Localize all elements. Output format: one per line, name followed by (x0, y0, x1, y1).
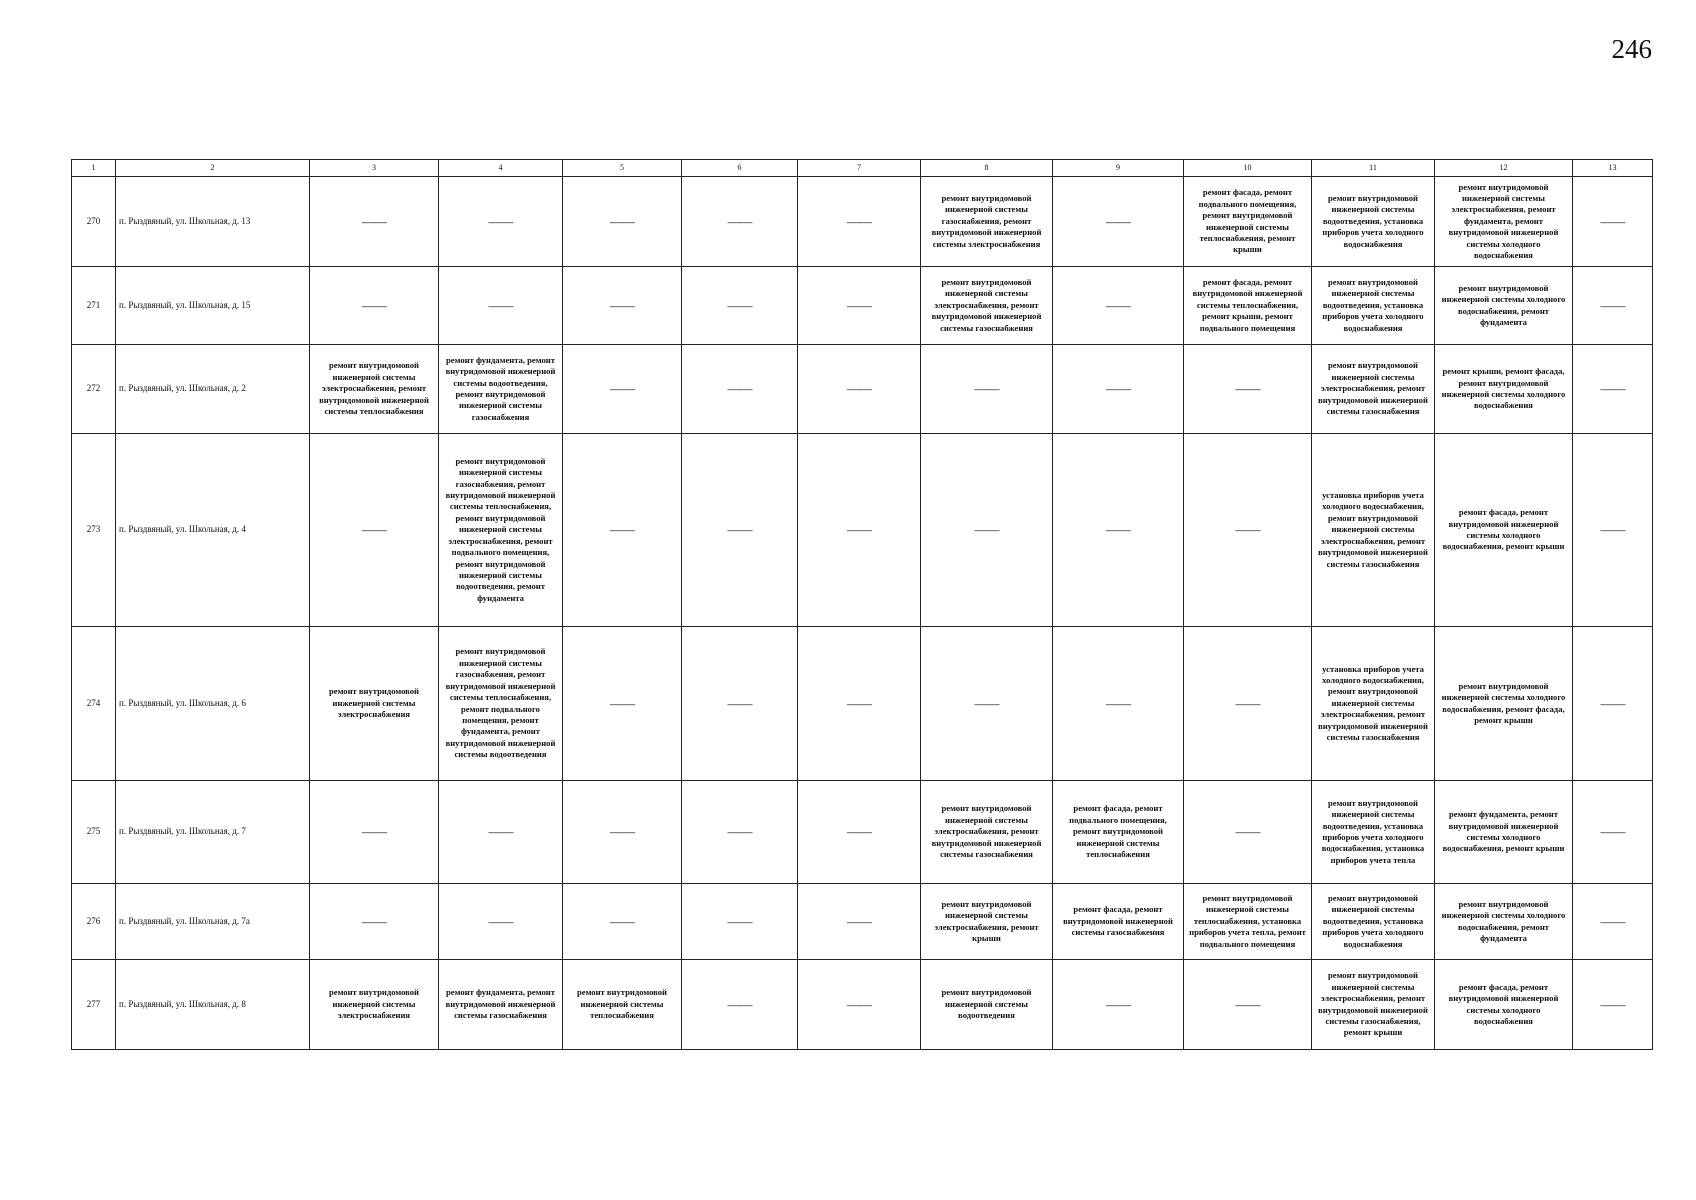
table-row (72, 177, 1653, 267)
column-header-5: 5 (563, 160, 682, 177)
address-cell: п. Рыздвяный, ул. Школьная, д. 15 (116, 267, 310, 345)
work-cell-col-7: —— (798, 627, 921, 781)
work-cell-col-11: ремонт внутридомовой инженерной системы электроснабжения, ремонт внутридомовой инженерной системы газоснабжения (1312, 345, 1435, 434)
row-number-cell: 272 (72, 345, 116, 434)
work-cell-col-12: ремонт внутридомовой инженерной системы холодного водоснабжения, ремонт фундамента (1435, 267, 1573, 345)
work-cell-col-5: —— (563, 267, 682, 345)
work-cell-col-8: ремонт внутридомовой инженерной системы электроснабжения, ремонт внутридомовой инженерной системы газоснабжения (921, 267, 1053, 345)
work-cell-col-8: —— (921, 627, 1053, 781)
work-cell-col-5: —— (563, 884, 682, 960)
table-row (72, 345, 1653, 434)
work-cell-col-6: —— (682, 434, 798, 627)
column-header-2: 2 (116, 160, 310, 177)
work-cell-col-9: ремонт фасада, ремонт подвального помещения, ремонт внутридомовой инженерной системы теплоснабжения (1053, 781, 1184, 884)
work-cell-col-11: ремонт внутридомовой инженерной системы электроснабжения, ремонт внутридомовой инженерной системы газоснабжения, ремонт крыши (1312, 960, 1435, 1050)
work-cell-col-4: —— (439, 884, 563, 960)
work-cell-col-10: ремонт внутридомовой инженерной системы теплоснабжения, установка приборов учета тепла, ремонт подвального помещения (1184, 884, 1312, 960)
work-cell-col-3: ремонт внутридомовой инженерной системы электроснабжения (310, 960, 439, 1050)
column-header-10: 10 (1184, 160, 1312, 177)
work-cell-col-12: ремонт внутридомовой инженерной системы холодного водоснабжения, ремонт фундамента (1435, 884, 1573, 960)
work-cell-col-9: —— (1053, 627, 1184, 781)
work-cell-col-8: —— (921, 434, 1053, 627)
work-cell-col-4: ремонт внутридомовой инженерной системы газоснабжения, ремонт внутридомовой инженерной системы теплоснабжения, ремонт подвального помещения, ремонт фундамента, ремонт внутридомовой инженерной системы водоотведения (439, 627, 563, 781)
work-cell-col-10: ремонт фасада, ремонт подвального помещения, ремонт внутридомовой инженерной системы теплоснабжения, ремонт крыши (1184, 177, 1312, 267)
work-cell-col-13: —— (1573, 781, 1653, 884)
work-cell-col-13: —— (1573, 345, 1653, 434)
work-cell-col-13: —— (1573, 960, 1653, 1050)
work-cell-col-7: —— (798, 267, 921, 345)
work-cell-col-5: —— (563, 345, 682, 434)
address-cell: п. Рыздвяный, ул. Школьная, д. 2 (116, 345, 310, 434)
work-cell-col-13: —— (1573, 627, 1653, 781)
work-cell-col-6: —— (682, 884, 798, 960)
work-cell-col-9: —— (1053, 345, 1184, 434)
work-cell-col-7: —— (798, 960, 921, 1050)
table-row (72, 884, 1653, 960)
work-cell-col-10: ремонт фасада, ремонт внутридомовой инженерной системы теплоснабжения, ремонт крыши, ремонт подвального помещения (1184, 267, 1312, 345)
work-cell-col-3: ремонт внутридомовой инженерной системы электроснабжения, ремонт внутридомовой инженерной системы теплоснабжения (310, 345, 439, 434)
work-cell-col-10: —— (1184, 960, 1312, 1050)
column-header-9: 9 (1053, 160, 1184, 177)
work-cell-col-11: ремонт внутридомовой инженерной системы водоотведения, установка приборов учета холодного водоснабжения (1312, 884, 1435, 960)
work-cell-col-10: —— (1184, 345, 1312, 434)
work-cell-col-7: —— (798, 781, 921, 884)
work-cell-col-8: ремонт внутридомовой инженерной системы электроснабжения, ремонт внутридомовой инженерной системы газоснабжения (921, 781, 1053, 884)
row-number-cell: 270 (72, 177, 116, 267)
table-row (72, 781, 1653, 884)
work-cell-col-10: —— (1184, 434, 1312, 627)
column-header-6: 6 (682, 160, 798, 177)
column-header-1: 1 (72, 160, 116, 177)
work-cell-col-5: —— (563, 177, 682, 267)
work-cell-col-6: —— (682, 267, 798, 345)
work-cell-col-12: ремонт внутридомовой инженерной системы холодного водоснабжения, ремонт фасада, ремонт крыши (1435, 627, 1573, 781)
work-cell-col-10: —— (1184, 627, 1312, 781)
work-cell-col-12: ремонт фасада, ремонт внутридомовой инженерной системы холодного водоснабжения (1435, 960, 1573, 1050)
work-cell-col-4: —— (439, 267, 563, 345)
work-cell-col-11: ремонт внутридомовой инженерной системы водоотведения, установка приборов учета холодного водоснабжения (1312, 267, 1435, 345)
table-row (72, 960, 1653, 1050)
work-cell-col-6: —— (682, 627, 798, 781)
column-number-row (72, 160, 1653, 177)
table-row (72, 267, 1653, 345)
work-cell-col-12: ремонт фундамента, ремонт внутридомовой инженерной системы холодного водоснабжения, ремонт крыши (1435, 781, 1573, 884)
work-cell-col-13: —— (1573, 267, 1653, 345)
work-cell-col-3: —— (310, 434, 439, 627)
work-cell-col-8: —— (921, 345, 1053, 434)
work-cell-col-9: —— (1053, 267, 1184, 345)
row-number-cell: 276 (72, 884, 116, 960)
work-cell-col-7: —— (798, 884, 921, 960)
work-cell-col-3: —— (310, 884, 439, 960)
work-cell-col-4: —— (439, 177, 563, 267)
column-header-12: 12 (1435, 160, 1573, 177)
column-header-4: 4 (439, 160, 563, 177)
work-cell-col-5: —— (563, 781, 682, 884)
column-header-13: 13 (1573, 160, 1653, 177)
work-cell-col-10: —— (1184, 781, 1312, 884)
address-cell: п. Рыздвяный, ул. Школьная, д. 8 (116, 960, 310, 1050)
work-cell-col-6: —— (682, 345, 798, 434)
row-number-cell: 273 (72, 434, 116, 627)
work-cell-col-9: ремонт фасада, ремонт внутридомовой инженерной системы газоснабжения (1053, 884, 1184, 960)
table-row (72, 434, 1653, 627)
work-cell-col-3: ремонт внутридомовой инженерной системы электроснабжения (310, 627, 439, 781)
work-cell-col-7: —— (798, 345, 921, 434)
work-cell-col-6: —— (682, 960, 798, 1050)
work-cell-col-9: —— (1053, 177, 1184, 267)
table-body (72, 177, 1653, 1050)
row-number-cell: 271 (72, 267, 116, 345)
work-cell-col-13: —— (1573, 884, 1653, 960)
work-cell-col-8: ремонт внутридомовой инженерной системы водоотведения (921, 960, 1053, 1050)
repair-works-table (71, 159, 1653, 1050)
table-header (72, 160, 1653, 177)
work-cell-col-4: ремонт фундамента, ремонт внутридомовой инженерной системы газоснабжения (439, 960, 563, 1050)
work-cell-col-5: ремонт внутридомовой инженерной системы теплоснабжения (563, 960, 682, 1050)
page-number: 246 (1611, 34, 1652, 64)
address-cell: п. Рыздвяный, ул. Школьная, д. 13 (116, 177, 310, 267)
address-cell: п. Рыздвяный, ул. Школьная, д. 4 (116, 434, 310, 627)
column-header-8: 8 (921, 160, 1053, 177)
work-cell-col-7: —— (798, 434, 921, 627)
work-cell-col-4: —— (439, 781, 563, 884)
work-cell-col-8: ремонт внутридомовой инженерной системы электроснабжения, ремонт крыши (921, 884, 1053, 960)
column-header-7: 7 (798, 160, 921, 177)
work-cell-col-11: установка приборов учета холодного водоснабжения, ремонт внутридомовой инженерной системы электроснабжения, ремонт внутридомовой инженерной системы газоснабжения (1312, 434, 1435, 627)
work-cell-col-13: —— (1573, 177, 1653, 267)
work-cell-col-3: —— (310, 781, 439, 884)
work-cell-col-7: —— (798, 177, 921, 267)
address-cell: п. Рыздвяный, ул. Школьная, д. 7 (116, 781, 310, 884)
work-cell-col-12: ремонт фасада, ремонт внутридомовой инженерной системы холодного водоснабжения, ремонт крыши (1435, 434, 1573, 627)
column-header-11: 11 (1312, 160, 1435, 177)
row-number-cell: 275 (72, 781, 116, 884)
work-cell-col-9: —— (1053, 960, 1184, 1050)
row-number-cell: 277 (72, 960, 116, 1050)
work-cell-col-13: —— (1573, 434, 1653, 627)
work-cell-col-4: ремонт внутридомовой инженерной системы газоснабжения, ремонт внутридомовой инженерной системы теплоснабжения, ремонт внутридомовой инженерной системы электроснабжения, ремонт подвального помещения, ремонт внутридомовой инженерной системы водоотведения, ремонт фундамента (439, 434, 563, 627)
work-cell-col-3: —— (310, 177, 439, 267)
work-cell-col-5: —— (563, 434, 682, 627)
work-cell-col-11: ремонт внутридомовой инженерной системы водоотведения, установка приборов учета холодного водоснабжения (1312, 177, 1435, 267)
address-cell: п. Рыздвяный, ул. Школьная, д. 6 (116, 627, 310, 781)
work-cell-col-3: —— (310, 267, 439, 345)
work-cell-col-4: ремонт фундамента, ремонт внутридомовой инженерной системы водоотведения, ремонт внутридомовой инженерной системы газоснабжения (439, 345, 563, 434)
work-cell-col-9: —— (1053, 434, 1184, 627)
work-cell-col-12: ремонт крыши, ремонт фасада, ремонт внутридомовой инженерной системы холодного водоснабжения (1435, 345, 1573, 434)
column-header-3: 3 (310, 160, 439, 177)
work-cell-col-6: —— (682, 781, 798, 884)
work-cell-col-5: —— (563, 627, 682, 781)
address-cell: п. Рыздвяный, ул. Школьная, д. 7а (116, 884, 310, 960)
work-cell-col-11: ремонт внутридомовой инженерной системы водоотведения, установка приборов учета холодного водоснабжения, установка приборов учета тепла (1312, 781, 1435, 884)
work-cell-col-12: ремонт внутридомовой инженерной системы электроснабжения, ремонт фундамента, ремонт внутридомовой инженерной системы холодного водоснабжения (1435, 177, 1573, 267)
work-cell-col-8: ремонт внутридомовой инженерной системы газоснабжения, ремонт внутридомовой инженерной системы электроснабжения (921, 177, 1053, 267)
work-cell-col-6: —— (682, 177, 798, 267)
work-cell-col-11: установка приборов учета холодного водоснабжения, ремонт внутридомовой инженерной системы электроснабжения, ремонт внутридомовой инженерной системы газоснабжения (1312, 627, 1435, 781)
row-number-cell: 274 (72, 627, 116, 781)
table-row (72, 627, 1653, 781)
